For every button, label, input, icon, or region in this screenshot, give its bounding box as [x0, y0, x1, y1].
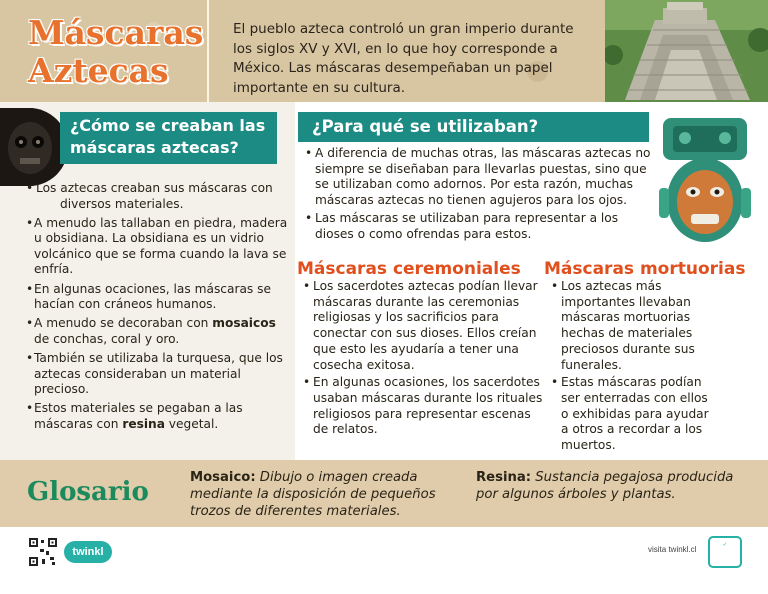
jade-mask-illustration — [655, 118, 755, 246]
glossary-entry-mosaico — [190, 469, 460, 520]
twinkl-logo[interactable]: twinkl — [64, 541, 112, 563]
glossary-term: Resina: — [476, 470, 532, 485]
keyword-mosaicos: mosaicos — [212, 316, 276, 331]
badge-mark: ✓ — [722, 542, 728, 548]
list-item: • También se utilizaba la turquesa, que los aztecas consideraban un material precioso. — [26, 351, 292, 398]
glossary-term: Mosaico: — [190, 470, 256, 485]
list-item: • En algunas ocaciones, las máscaras se hacían con cráneos humanos. — [26, 282, 292, 313]
subheading-funerary: Máscaras mortuorias — [544, 259, 746, 279]
section-heading-uses: ¿Para qué se utilizaban? — [298, 112, 649, 142]
qr-code-icon[interactable] — [28, 537, 58, 567]
uses-list — [305, 146, 651, 246]
list-item: • Los aztecas creaban sus máscaras con diversos materiales. — [26, 181, 292, 212]
list-item: • Los aztecas más importantes llevaban máscaras mortuorias hechas de materiales preciosos durante sus funerales. — [551, 279, 711, 373]
temple-illustration — [605, 0, 768, 102]
list-item: • Estas máscaras podían ser enterradas con ellos o exhibidas para ayudar a otros a recordar a los muertos. — [551, 375, 711, 454]
list-item: • A menudo las tallaban en piedra, madera u obsidiana. La obsidiana es un vidrio volcánico que se forma cuando la lava se enfría. — [26, 216, 292, 278]
glossary-definition: Dibujo o imagen creada mediante la disposición de pequeños trozos de diferentes materiales. — [190, 470, 436, 519]
list-item: • Los sacerdotes aztecas podían llevar máscaras durante las ceremonias religiosas y los sacrificios para conectar con sus dioses. Ellos creían que esto les ayudaría a tener una cosecha exitosa. — [303, 279, 543, 373]
glossary-title: Glosario — [27, 477, 149, 507]
list-item-text: de conchas, coral y oro. — [34, 331, 180, 346]
jade-mask-image — [655, 118, 755, 246]
header-divider — [207, 0, 209, 102]
list-item: • En algunas ocasiones, los sacerdotes usaban máscaras durante los rituales religiosos para representar escenas de relatos. — [303, 375, 543, 438]
title-line-1: Máscaras — [28, 13, 204, 52]
visit-link[interactable]: visita twinkl.cl — [648, 545, 697, 554]
quality-badge-icon — [708, 536, 742, 568]
list-item — [26, 316, 292, 347]
title-line-2: Aztecas — [28, 51, 169, 90]
footer — [0, 527, 768, 594]
temple-image — [605, 0, 768, 102]
funerary-list — [551, 279, 711, 456]
list-item — [26, 401, 292, 432]
intro-text: El pueblo azteca controló un gran imperio durante los siglos XV y XVI, en lo que hoy corresponde a México. Las máscaras desempeñaban un papel importante en su cultura. — [233, 21, 574, 96]
ceremonial-list — [303, 279, 543, 440]
list-item: • A diferencia de muchas otras, las máscaras aztecas no siempre se diseñaban para llevarlas puestas, sino que se utilizaban como adornos. Por esta razón, muchas máscaras aztecas no tienen agujeros para los ojos. — [305, 146, 651, 208]
keyword-resina: resina — [122, 416, 165, 431]
how-made-list — [26, 181, 292, 436]
subheading-ceremonial: Máscaras ceremoniales — [297, 259, 521, 279]
list-item: • Las máscaras se utilizaban para representar a los dioses o como ofrendas para estos. — [305, 211, 651, 242]
glossary-entry-resina — [476, 469, 756, 503]
page-title — [28, 14, 208, 90]
list-item-text: Estos materiales se pegaban a las máscaras con — [34, 401, 243, 431]
list-item-text: vegetal. — [164, 416, 219, 431]
qr-code-graphic — [28, 537, 58, 567]
section-heading-how-made: ¿Cómo se creaban las máscaras aztecas? — [60, 112, 277, 164]
glossary-definition: Sustancia pegajosa producida por algunos árboles y plantas. — [476, 470, 734, 502]
list-item-text: A menudo se decoraban con — [34, 316, 213, 331]
